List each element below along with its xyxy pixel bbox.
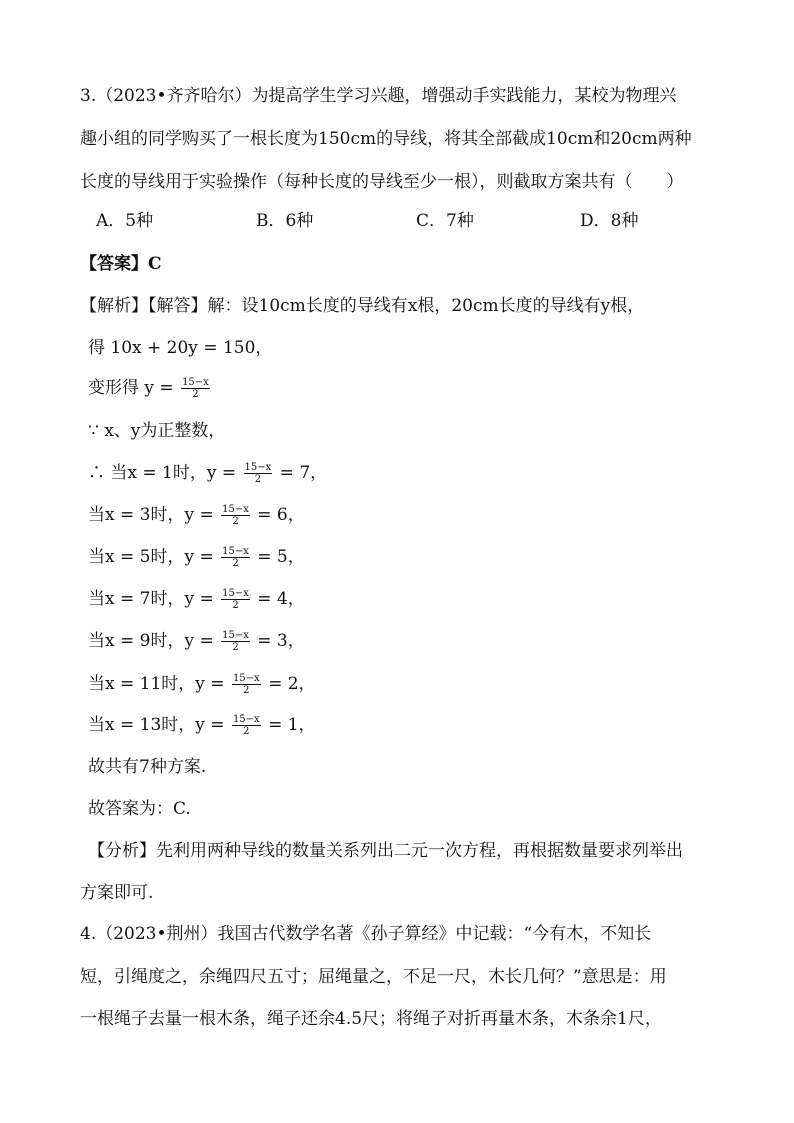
fraction [232, 673, 261, 696]
case-line [88, 673, 316, 696]
case-suffix: = 4， [251, 589, 305, 609]
fraction [232, 714, 261, 737]
conclusion-line: 故共有7种方案. [88, 757, 207, 777]
fraction-denominator: 2 [192, 389, 199, 400]
q4-stem-line-2: 短，引绳度之，余绳四尺五寸；屈绳量之，不足一尺，木长几何？”意思是：用 [80, 967, 667, 987]
fraction-denominator: 2 [232, 642, 239, 653]
fraction-denominator: 2 [254, 474, 262, 485]
fraction [221, 546, 250, 569]
transform-line [88, 377, 212, 400]
case-line [88, 462, 327, 485]
final-answer-line: 故答案为：C. [88, 799, 191, 819]
equation-line: 得 10x + 20y = 150， [88, 338, 273, 358]
fraction [244, 462, 273, 485]
case-suffix: = 2， [262, 674, 316, 694]
q3-stem-line-1: 3.（2023•齐齐哈尔）为提高学生学习兴趣，增强动手实践能力，某校为物理兴 [80, 86, 677, 106]
fraction-numerator: 15−x [222, 546, 249, 557]
q3-stem-line-3: 长度的导线用于实验操作（每种长度的导线至少一根），则截取方案共有（ ） [80, 172, 684, 192]
case-prefix: 当x = 9时，y = [88, 631, 220, 651]
option-d: D．8种 [580, 211, 639, 231]
solution-intro: 【解析】【解答】解：设10cm长度的导线有x根，20cm长度的导线有y根， [80, 296, 645, 316]
case-prefix: 当x = 3时，y = [88, 505, 220, 525]
fraction-numerator: 15−x [222, 504, 249, 515]
fraction-numerator: 15−x [182, 377, 209, 388]
case-prefix: 当x = 11时，y = [88, 674, 230, 694]
option-c: C．7种 [416, 211, 474, 231]
case-suffix: = 6， [251, 505, 305, 525]
fraction-numerator: 15−x [222, 588, 249, 599]
case-suffix: = 5， [251, 547, 305, 567]
fraction-numerator: 15−x [244, 462, 272, 473]
case-prefix: 当x = 13时，y = [88, 715, 230, 735]
fraction-denominator: 2 [243, 685, 250, 696]
case-line [88, 546, 305, 569]
fraction-denominator: 2 [243, 726, 250, 737]
q4-stem-line-1: 4.（2023•荆州）我国古代数学名著《孙子算经》中记载：“今有木，不知长 [80, 924, 652, 944]
case-suffix: = 3， [251, 631, 305, 651]
fraction-numerator: 15−x [222, 630, 249, 641]
fraction [181, 377, 210, 400]
fraction-numerator: 15−x [232, 714, 260, 725]
case-prefix: 当x = 7时，y = [88, 589, 220, 609]
transform-prefix: 变形得 y = [88, 378, 180, 398]
case-suffix: = 1， [262, 715, 316, 735]
answer-line: 【答案】C [80, 254, 162, 274]
case-line [88, 588, 305, 611]
q3-stem-line-2: 趣小组的同学购买了一根长度为150cm的导线，将其全部截成10cm和20cm两种 [80, 129, 692, 149]
option-a: A．5种 [96, 211, 154, 231]
fraction-numerator: 15−x [232, 673, 260, 684]
since-line: ∵ x、y为正整数， [88, 421, 226, 441]
fraction-denominator: 2 [232, 558, 239, 569]
fraction-denominator: 2 [232, 516, 239, 527]
q4-stem-line-3: 一根绳子去量一根木条，绳子还余4.5尺；将绳子对折再量木条，木条余1尺， [80, 1009, 662, 1029]
fraction-denominator: 2 [232, 600, 239, 611]
case-line [88, 504, 305, 527]
case-prefix: 当x = 5时，y = [88, 547, 220, 567]
case-line [88, 630, 305, 653]
fraction [221, 588, 250, 611]
analysis-line-2: 方案即可. [80, 883, 154, 903]
fraction [221, 630, 250, 653]
case-suffix: = 7， [274, 463, 328, 483]
case-line [88, 714, 316, 737]
option-b: B．6种 [256, 211, 314, 231]
analysis-line-1: 【分析】先利用两种导线的数量关系列出二元一次方程，再根据数量要求列举出 [88, 841, 683, 861]
case-prefix: ∴ 当x = 1时，y = [88, 463, 242, 483]
fraction [221, 504, 250, 527]
